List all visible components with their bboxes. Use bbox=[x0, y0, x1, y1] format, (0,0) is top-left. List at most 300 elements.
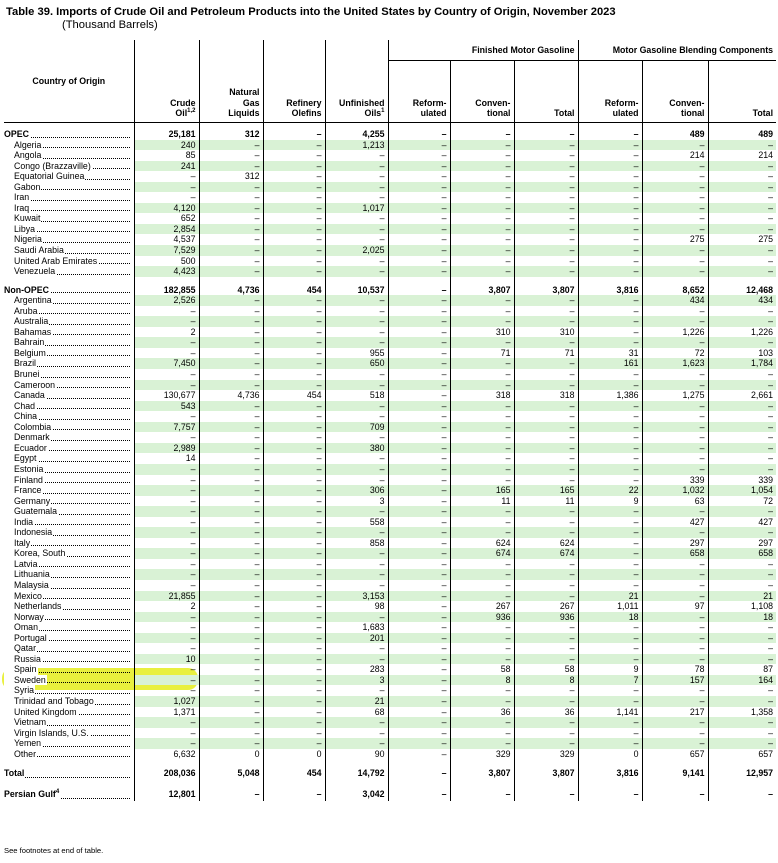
value-cell: – bbox=[578, 171, 642, 182]
value-cell: – bbox=[388, 569, 450, 580]
country-name bbox=[4, 129, 134, 140]
value-cell: – bbox=[134, 348, 199, 359]
value-cell: – bbox=[514, 129, 578, 140]
table-row bbox=[4, 234, 776, 245]
value-cell: – bbox=[450, 559, 514, 570]
value-cell: – bbox=[514, 256, 578, 267]
value-cell: – bbox=[578, 337, 642, 348]
value-cell: – bbox=[263, 171, 325, 182]
value-cell: 297 bbox=[642, 538, 708, 549]
value-cell: – bbox=[134, 337, 199, 348]
value-cell: – bbox=[199, 213, 263, 224]
value-cell: – bbox=[263, 140, 325, 151]
value-cell: 318 bbox=[514, 390, 578, 401]
value-cell: – bbox=[263, 266, 325, 277]
value-cell: – bbox=[263, 245, 325, 256]
value-cell: 543 bbox=[134, 401, 199, 412]
value-cell: 12,468 bbox=[746, 284, 774, 295]
value-cell: 267 bbox=[450, 601, 514, 612]
value-cell: 454 bbox=[263, 767, 325, 780]
value-cell: – bbox=[450, 622, 514, 633]
value-cell: – bbox=[708, 696, 776, 707]
value-cell: – bbox=[263, 295, 325, 306]
value-cell: 267 bbox=[514, 601, 578, 612]
country-name bbox=[4, 369, 134, 380]
value-cell: – bbox=[199, 337, 263, 348]
value-cell: – bbox=[514, 422, 578, 433]
country-label: Other bbox=[4, 749, 37, 760]
value-cell: – bbox=[263, 612, 325, 623]
value-cell: 1,108 bbox=[751, 601, 774, 612]
value-cell: 14 bbox=[134, 453, 199, 464]
value-cell: 98 bbox=[325, 601, 388, 612]
value-cell: 2,025 bbox=[325, 245, 388, 256]
country-label: Bahrain bbox=[4, 337, 45, 348]
value-cell: 18 bbox=[578, 612, 642, 623]
value-cell: – bbox=[388, 685, 450, 696]
value-cell: 12,957 bbox=[746, 768, 774, 779]
value-cell: – bbox=[263, 316, 325, 327]
country-label: United Kingdom bbox=[4, 707, 78, 718]
value-cell: 657 bbox=[758, 748, 774, 759]
value-cell: – bbox=[514, 306, 578, 317]
value-cell: 36 bbox=[450, 707, 514, 718]
country-label: Mexico bbox=[4, 591, 43, 602]
table-row bbox=[4, 192, 776, 203]
value-cell: – bbox=[642, 411, 708, 422]
ngl-header: Natural Gas Liquids bbox=[199, 40, 263, 123]
section-row bbox=[4, 285, 776, 296]
value-cell: – bbox=[263, 256, 325, 267]
value-cell: 3,153 bbox=[325, 591, 388, 602]
value-cell: 7 bbox=[578, 675, 642, 686]
value-cell: – bbox=[768, 411, 774, 422]
country-label: Nigeria bbox=[4, 234, 43, 245]
unfinished-header: Unfinished Oils$^1$ bbox=[325, 40, 388, 123]
value-cell: – bbox=[325, 327, 388, 338]
value-cell: – bbox=[450, 161, 514, 172]
value-cell: – bbox=[199, 475, 263, 486]
value-cell: 1,213 bbox=[325, 140, 388, 151]
value-cell: – bbox=[642, 213, 708, 224]
country-name bbox=[4, 266, 134, 277]
value-cell: 63 bbox=[642, 496, 708, 507]
country-label: Egypt bbox=[4, 453, 38, 464]
value-cell: – bbox=[708, 422, 776, 433]
value-cell: – bbox=[642, 580, 708, 591]
value-cell: 500 bbox=[134, 256, 199, 267]
value-cell: – bbox=[263, 580, 325, 591]
value-cell: – bbox=[578, 464, 642, 475]
value-cell: – bbox=[642, 380, 708, 391]
value-cell: – bbox=[450, 517, 514, 528]
value-cell: – bbox=[768, 622, 774, 633]
value-cell bbox=[642, 780, 708, 788]
value-cell: – bbox=[388, 559, 450, 570]
value-cell: 21 bbox=[708, 591, 776, 602]
value-cell: 1,358 bbox=[751, 706, 774, 717]
value-cell: 164 bbox=[708, 675, 776, 686]
value-cell: – bbox=[578, 316, 642, 327]
country-name bbox=[4, 150, 134, 161]
country-label: Algeria bbox=[4, 140, 42, 151]
country-name bbox=[4, 140, 134, 151]
table-row bbox=[4, 633, 776, 644]
value-cell: – bbox=[578, 256, 642, 267]
value-cell: 68 bbox=[325, 707, 388, 718]
country-name bbox=[4, 612, 134, 623]
value-cell: 489 bbox=[642, 129, 708, 140]
value-cell: – bbox=[325, 654, 388, 665]
value-cell: 310 bbox=[450, 327, 514, 338]
value-cell: – bbox=[134, 738, 199, 749]
value-cell: – bbox=[199, 527, 263, 538]
value-cell: 1,623 bbox=[642, 358, 708, 369]
value-cell: – bbox=[642, 369, 708, 380]
value-cell: 674 bbox=[450, 548, 514, 559]
value-cell: 9 bbox=[578, 664, 642, 675]
table-row bbox=[4, 432, 776, 443]
value-cell: – bbox=[642, 316, 708, 327]
value-cell: – bbox=[642, 140, 708, 151]
value-cell: 709 bbox=[325, 422, 388, 433]
value-cell: – bbox=[388, 707, 450, 718]
value-cell: – bbox=[514, 622, 578, 633]
value-cell: – bbox=[708, 654, 776, 665]
value-cell: – bbox=[450, 224, 514, 235]
value-cell: – bbox=[199, 295, 263, 306]
value-cell: – bbox=[450, 316, 514, 327]
value-cell: – bbox=[642, 422, 708, 433]
value-cell: 4,736 bbox=[199, 390, 263, 401]
country-name bbox=[4, 559, 134, 570]
fmg-reformulated-header: Reform- ulated bbox=[388, 61, 450, 123]
value-cell bbox=[514, 780, 578, 788]
value-cell: – bbox=[263, 348, 325, 359]
value-cell: – bbox=[325, 411, 388, 422]
country-label: Russia bbox=[4, 654, 42, 665]
value-cell: – bbox=[134, 380, 199, 391]
value-cell: – bbox=[199, 538, 263, 549]
table-row bbox=[4, 548, 776, 559]
value-cell: – bbox=[134, 717, 199, 728]
value-cell: – bbox=[768, 369, 774, 380]
value-cell: – bbox=[199, 256, 263, 267]
country-name bbox=[4, 411, 134, 422]
value-cell: – bbox=[578, 443, 642, 454]
table-row bbox=[4, 538, 776, 549]
value-cell: 21 bbox=[578, 591, 642, 602]
table-row bbox=[4, 738, 776, 749]
country-label: Spain bbox=[4, 664, 38, 675]
value-cell: 11 bbox=[514, 496, 578, 507]
value-cell: – bbox=[450, 464, 514, 475]
value-cell: – bbox=[450, 717, 514, 728]
value-cell: 18 bbox=[708, 612, 776, 623]
value-cell: – bbox=[388, 548, 450, 559]
value-cell: – bbox=[514, 580, 578, 591]
value-cell: – bbox=[199, 422, 263, 433]
value-cell: – bbox=[768, 579, 774, 590]
table-row bbox=[4, 749, 776, 760]
country-name bbox=[4, 517, 134, 528]
country-name bbox=[4, 464, 134, 475]
value-cell: – bbox=[708, 717, 776, 728]
value-cell bbox=[199, 780, 263, 788]
value-cell: – bbox=[199, 664, 263, 675]
table-row bbox=[4, 569, 776, 580]
value-cell: – bbox=[642, 728, 708, 739]
table-row bbox=[4, 390, 776, 401]
value-cell: – bbox=[642, 696, 708, 707]
value-cell: – bbox=[578, 182, 642, 193]
value-cell: – bbox=[263, 485, 325, 496]
value-cell: 1,784 bbox=[708, 358, 776, 369]
value-cell: – bbox=[263, 496, 325, 507]
value-cell: 1,011 bbox=[578, 601, 642, 612]
country-label: Germany bbox=[4, 496, 51, 507]
value-cell: 58 bbox=[450, 664, 514, 675]
value-cell: 3,042 bbox=[325, 788, 388, 801]
value-cell: – bbox=[199, 643, 263, 654]
country-header: Country of Origin bbox=[4, 40, 134, 123]
value-cell: – bbox=[578, 245, 642, 256]
value-cell: – bbox=[388, 192, 450, 203]
value-cell: – bbox=[388, 612, 450, 623]
table-row bbox=[4, 213, 776, 224]
value-cell: – bbox=[514, 464, 578, 475]
country-name bbox=[4, 707, 134, 718]
table-row bbox=[4, 266, 776, 277]
value-cell: – bbox=[578, 432, 642, 443]
country-label: Italy bbox=[4, 538, 31, 549]
value-cell: – bbox=[388, 443, 450, 454]
value-cell: – bbox=[263, 517, 325, 528]
value-cell: 72 bbox=[763, 495, 774, 506]
value-cell: – bbox=[199, 464, 263, 475]
value-cell: – bbox=[263, 664, 325, 675]
value-cell bbox=[388, 780, 450, 788]
value-cell bbox=[450, 759, 514, 767]
country-label: Netherlands bbox=[4, 601, 62, 612]
value-cell: – bbox=[642, 266, 708, 277]
value-cell: – bbox=[642, 633, 708, 644]
country-name bbox=[4, 295, 134, 306]
value-cell: – bbox=[642, 569, 708, 580]
total-row bbox=[4, 767, 776, 780]
value-cell: – bbox=[450, 369, 514, 380]
value-cell: 9,141 bbox=[642, 767, 708, 780]
value-cell: – bbox=[642, 401, 708, 412]
value-cell bbox=[708, 780, 776, 788]
value-cell: – bbox=[450, 569, 514, 580]
value-cell: – bbox=[263, 224, 325, 235]
value-cell: – bbox=[642, 591, 708, 602]
value-cell: – bbox=[642, 306, 708, 317]
value-cell: – bbox=[642, 464, 708, 475]
value-cell: – bbox=[134, 685, 199, 696]
value-cell: – bbox=[450, 580, 514, 591]
value-cell bbox=[642, 759, 708, 767]
country-name bbox=[4, 728, 134, 739]
value-cell: – bbox=[134, 538, 199, 549]
value-cell: – bbox=[134, 192, 199, 203]
value-cell: – bbox=[325, 548, 388, 559]
table-row bbox=[4, 401, 776, 412]
value-cell bbox=[325, 780, 388, 788]
value-cell: 297 bbox=[758, 537, 774, 548]
country-label: Belgium bbox=[4, 348, 47, 359]
value-cell: – bbox=[134, 580, 199, 591]
value-cell: – bbox=[325, 401, 388, 412]
country-name bbox=[4, 788, 134, 801]
country-name bbox=[4, 256, 134, 267]
value-cell: – bbox=[263, 707, 325, 718]
value-cell: 1,141 bbox=[578, 707, 642, 718]
value-cell: – bbox=[199, 369, 263, 380]
value-cell: 71 bbox=[514, 348, 578, 359]
value-cell: – bbox=[514, 295, 578, 306]
value-cell: – bbox=[325, 685, 388, 696]
value-cell: – bbox=[768, 643, 774, 654]
value-cell: – bbox=[199, 738, 263, 749]
value-cell: – bbox=[388, 633, 450, 644]
value-cell: – bbox=[578, 295, 642, 306]
country-name bbox=[4, 749, 134, 760]
country-label: Iraq bbox=[4, 203, 30, 214]
value-cell: – bbox=[388, 380, 450, 391]
value-cell: 4,736 bbox=[199, 285, 263, 296]
table-row bbox=[4, 380, 776, 391]
value-cell: – bbox=[134, 527, 199, 538]
value-cell: 658 bbox=[708, 548, 776, 559]
value-cell: 955 bbox=[325, 348, 388, 359]
value-cell: – bbox=[708, 738, 776, 749]
value-cell: – bbox=[325, 475, 388, 486]
country-label: Brazil bbox=[4, 358, 37, 369]
table-row bbox=[4, 685, 776, 696]
value-cell: – bbox=[199, 612, 263, 623]
value-cell: – bbox=[263, 443, 325, 454]
value-cell: – bbox=[388, 266, 450, 277]
value-cell: – bbox=[263, 369, 325, 380]
value-cell: 22 bbox=[578, 485, 642, 496]
country-name bbox=[4, 675, 134, 686]
value-cell: – bbox=[450, 453, 514, 464]
value-cell: – bbox=[450, 182, 514, 193]
value-cell: – bbox=[450, 140, 514, 151]
value-cell: – bbox=[708, 569, 776, 580]
value-cell: – bbox=[578, 327, 642, 338]
table-row bbox=[4, 443, 776, 454]
value-cell: – bbox=[134, 485, 199, 496]
value-cell: 1,371 bbox=[134, 707, 199, 718]
value-cell: – bbox=[642, 527, 708, 538]
table-row bbox=[4, 601, 776, 612]
value-cell: – bbox=[199, 696, 263, 707]
value-cell: – bbox=[263, 654, 325, 665]
value-cell bbox=[134, 780, 199, 788]
value-cell: – bbox=[325, 569, 388, 580]
country-label: France bbox=[4, 485, 42, 496]
mgbc-conventional-header: Conven- tional bbox=[642, 61, 708, 123]
country-name bbox=[4, 277, 134, 285]
value-cell: – bbox=[199, 266, 263, 277]
value-cell: – bbox=[708, 527, 776, 538]
value-cell: 97 bbox=[642, 601, 708, 612]
value-cell: – bbox=[578, 580, 642, 591]
value-cell: – bbox=[450, 788, 514, 801]
value-cell: – bbox=[199, 161, 263, 172]
value-cell: 3 bbox=[325, 675, 388, 686]
value-cell: – bbox=[514, 245, 578, 256]
value-cell: 7,450 bbox=[134, 358, 199, 369]
country-label: Gabon bbox=[4, 182, 41, 193]
value-cell: – bbox=[578, 643, 642, 654]
group-header-row bbox=[4, 40, 776, 61]
spacer-row bbox=[4, 759, 776, 767]
value-cell: – bbox=[199, 548, 263, 559]
country-name bbox=[4, 316, 134, 327]
country-label: Finland bbox=[4, 475, 44, 486]
value-cell: – bbox=[642, 559, 708, 570]
value-cell: 329 bbox=[450, 749, 514, 760]
value-cell: 936 bbox=[450, 612, 514, 623]
value-cell bbox=[388, 759, 450, 767]
value-cell: 558 bbox=[325, 517, 388, 528]
value-cell: – bbox=[708, 266, 776, 277]
value-cell: – bbox=[578, 569, 642, 580]
value-cell: 454 bbox=[263, 285, 325, 296]
value-cell: – bbox=[325, 316, 388, 327]
olefins-header: Refinery Olefins bbox=[263, 40, 325, 123]
value-cell bbox=[199, 759, 263, 767]
country-name bbox=[4, 327, 134, 338]
value-cell: – bbox=[325, 337, 388, 348]
value-cell: – bbox=[199, 654, 263, 665]
value-cell: – bbox=[263, 422, 325, 433]
country-label: Saudi Arabia bbox=[4, 245, 65, 256]
value-cell: – bbox=[325, 612, 388, 623]
value-cell: – bbox=[134, 475, 199, 486]
country-label: Cameroon bbox=[4, 380, 56, 391]
country-label: Malaysia bbox=[4, 580, 50, 591]
value-cell: – bbox=[388, 749, 450, 760]
value-cell: 72 bbox=[642, 348, 708, 359]
value-cell: 85 bbox=[134, 150, 199, 161]
value-cell: – bbox=[450, 654, 514, 665]
value-cell: – bbox=[134, 548, 199, 559]
value-cell: – bbox=[325, 295, 388, 306]
value-cell: – bbox=[199, 245, 263, 256]
value-cell: 657 bbox=[642, 749, 708, 760]
value-cell: – bbox=[388, 788, 450, 801]
value-cell: 658 bbox=[642, 548, 708, 559]
country-name bbox=[4, 432, 134, 443]
table-row bbox=[4, 337, 776, 348]
value-cell: 434 bbox=[642, 295, 708, 306]
value-cell: – bbox=[514, 316, 578, 327]
value-cell: – bbox=[514, 401, 578, 412]
value-cell: – bbox=[199, 633, 263, 644]
value-cell bbox=[134, 759, 199, 767]
country-label: Brunei bbox=[4, 369, 40, 380]
country-name bbox=[4, 654, 134, 665]
value-cell: – bbox=[578, 129, 642, 140]
country-name bbox=[4, 759, 134, 767]
table-row bbox=[4, 559, 776, 570]
value-cell: – bbox=[263, 432, 325, 443]
